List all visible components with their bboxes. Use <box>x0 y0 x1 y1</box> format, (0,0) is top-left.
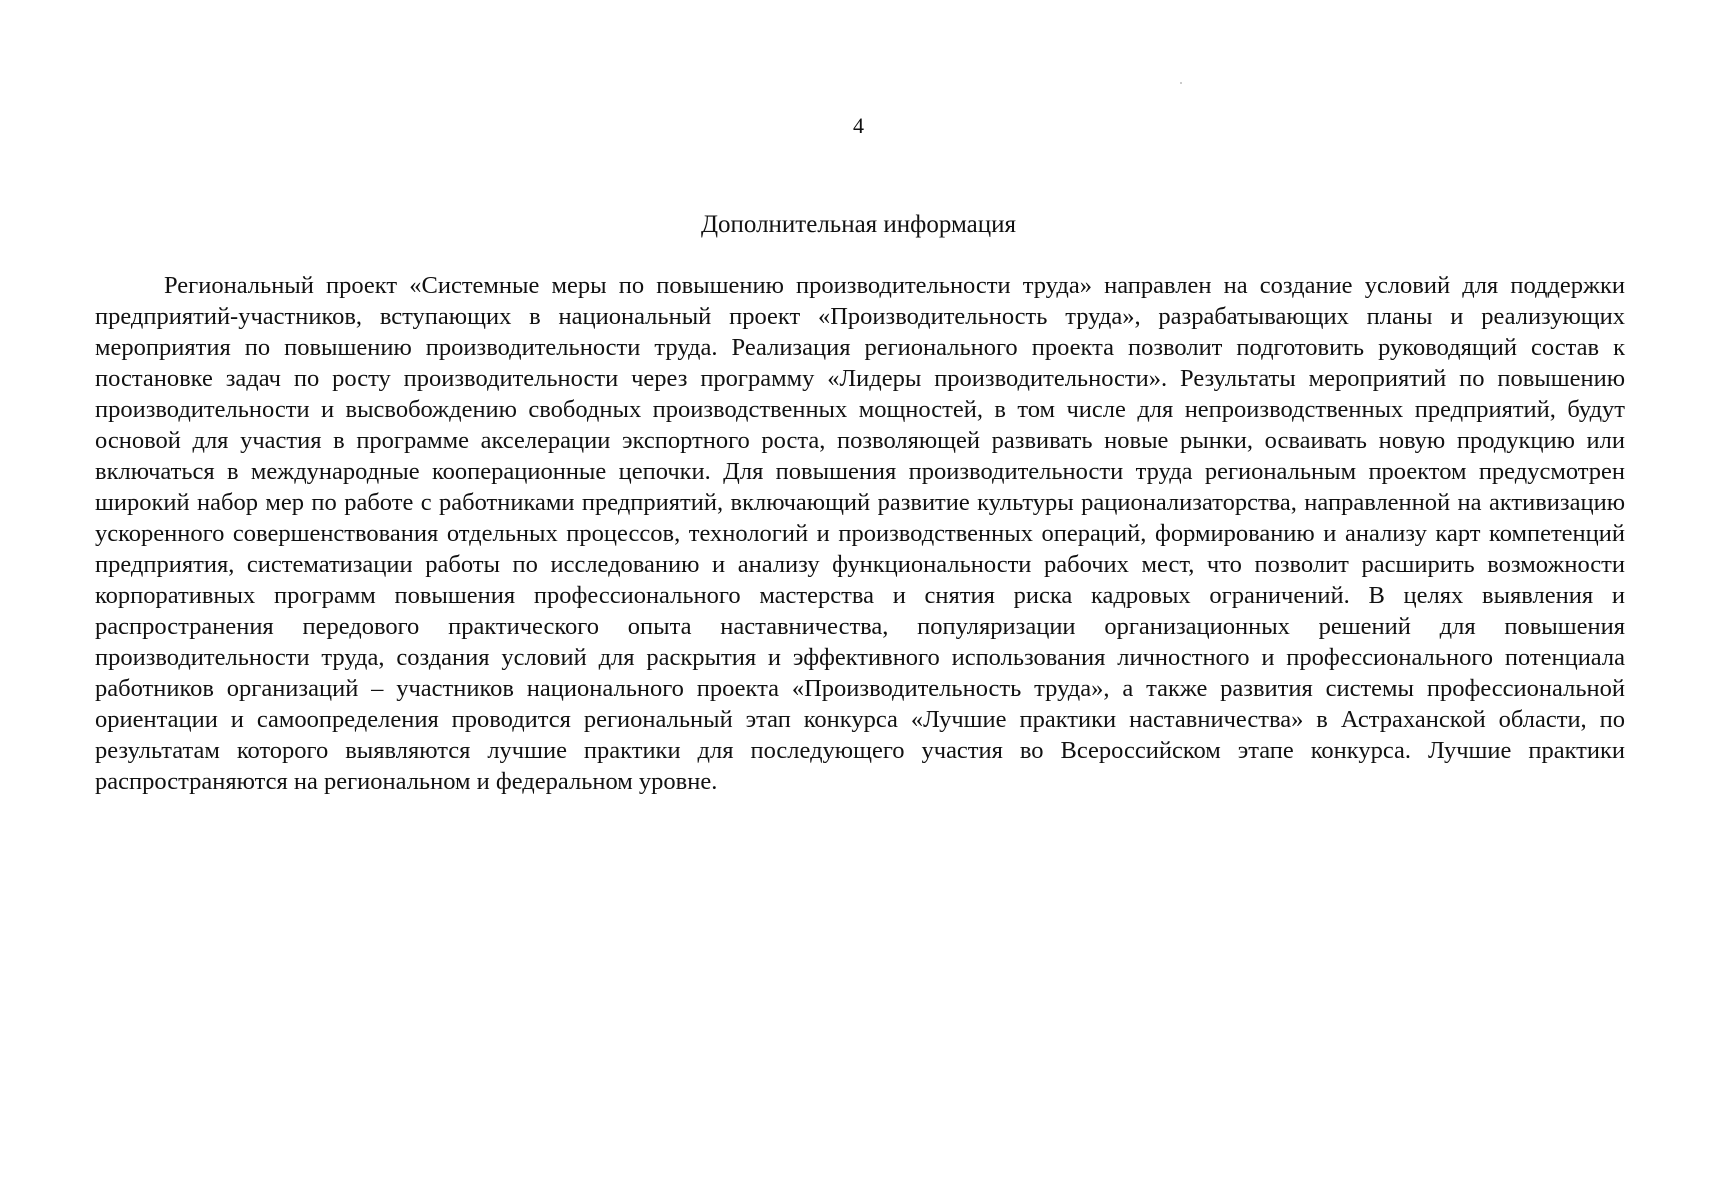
body-paragraph: Региональный проект «Системные меры по повышению производительности труда» направлен на создание условий для поддержки предприятий-участников, вступающих в национальный проект «Производительность труда», разрабатывающих планы и реализующих мероприятия по повышению производительности труда. Реализация регионального проекта позволит подготовить руководящий состав к постановке задач по росту производительности через программу «Лидеры производительности». Результаты мероприятий по повышению производительности и высвобождению свободных производственных мощностей, в том числе для непроизводственных предприятий, будут основой для участия в программе акселерации экспортного роста, позволяющей развивать новые рынки, осваивать новую продукцию или включаться в международные кооперационные цепочки. Для повышения производительности труда региональным проектом предусмотрен широкий набор мер по работе с работниками предприятий, включающий развитие культуры рационализаторства, направленной на активизацию ускоренного совершенствования отдельных процессов, технологий и производственных операций, формированию и анализу карт компетенций предприятия, систематизации работы по исследованию и анализу функциональности рабочих мест, что позволит расширить возможности корпоративных программ повышения профессионального мастерства и снятия риска кадровых ограничений. В целях выявления и распространения передового практического опыта наставничества, популяризации организационных решений для повышения производительности труда, создания условий для раскрытия и эффективного использования личностного и профессионального потенциала работников организаций – участников национального проекта «Производительность труда», а также развития системы профессиональной ориентации и самоопределения проводится региональный этап конкурса «Лучшие практики наставничества» в Астраханской области, по результатам которого выявляются лучшие практики для последующего участия во Всероссийском этапе конкурса. Лучшие практики распространяются на региональном и федеральном уровне. <box>95 272 1625 795</box>
page-number: 4 <box>853 113 864 138</box>
scan-artifact <box>1180 82 1182 84</box>
section-heading: Дополнительная информация <box>700 211 1017 238</box>
